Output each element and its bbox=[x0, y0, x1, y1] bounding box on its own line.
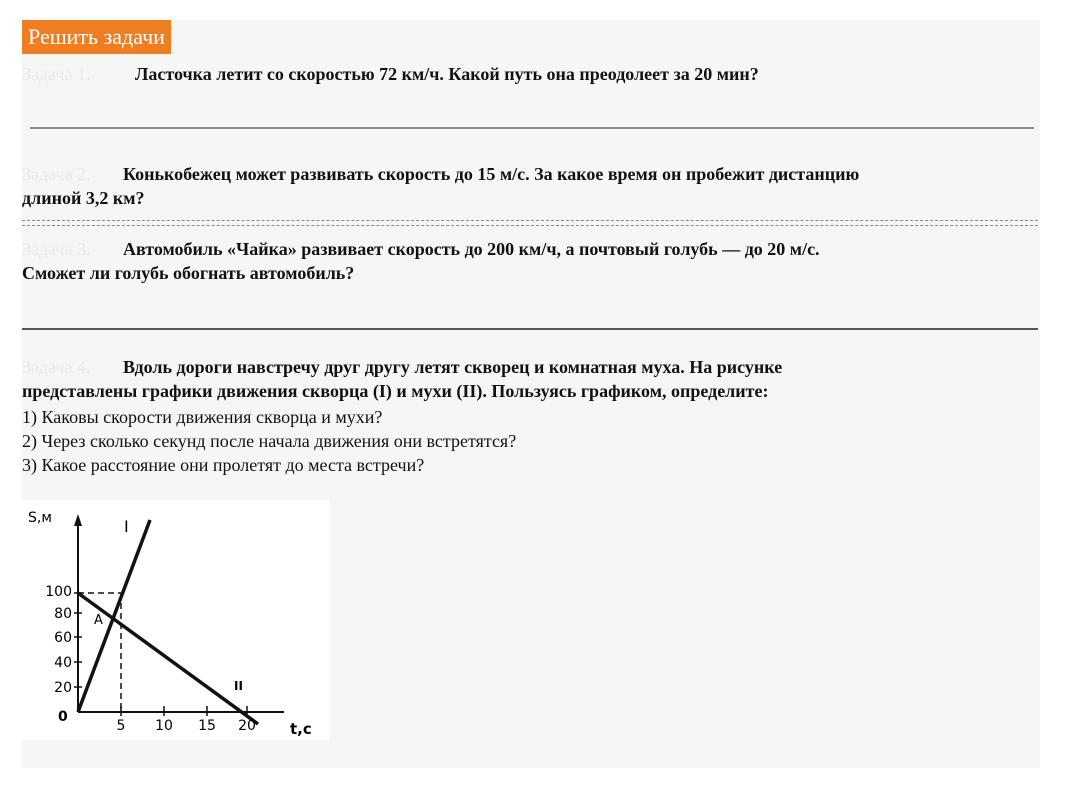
motion-graph-svg bbox=[22, 500, 330, 740]
task-4-question-3: 3) Какое расстояние они пролетят до места встречи? bbox=[22, 455, 425, 475]
task-3-label: Задача 3. bbox=[22, 239, 91, 259]
x-axis-label: t,c bbox=[290, 720, 312, 738]
x-tick-label-10: 10 bbox=[155, 718, 173, 734]
task-3-text-line1: Автомобиль «Чайка» развивает скорость до 200 км/ч, а почтовый голубь — до 20 м/с. bbox=[122, 239, 820, 259]
y-axis-arrow bbox=[74, 514, 82, 526]
y-tick-label-20: 20 bbox=[54, 680, 72, 696]
x-tick-label-20: 20 bbox=[238, 718, 256, 734]
task-2 bbox=[22, 162, 1037, 210]
task-2-label: Задача 2. bbox=[22, 164, 91, 184]
task-2-text-line2: длиной 3,2 км? bbox=[22, 188, 145, 208]
task-3-text-line2: Сможет ли голубь обогнать автомобиль? bbox=[22, 263, 355, 283]
line-ii-label: II bbox=[234, 679, 243, 693]
task-4-text-line2: представлены графики движения скворца (I) и мухи (II). Пользуясь графиком, определите: bbox=[22, 381, 769, 401]
origin-label: 0 bbox=[58, 709, 68, 725]
y-tick-label-100: 100 bbox=[45, 584, 72, 600]
x-tick-label-5: 5 bbox=[116, 718, 126, 734]
task-1-text: Ласточка летит со скоростью 72 км/ч. Какой путь она преодолеет за 20 мин? bbox=[134, 64, 759, 84]
y-tick-label-60: 60 bbox=[54, 630, 72, 646]
motion-graph bbox=[22, 500, 330, 740]
task-1 bbox=[22, 62, 759, 86]
y-tick-label-80: 80 bbox=[54, 606, 72, 622]
y-tick-label-40: 40 bbox=[54, 655, 72, 671]
line-i-label: I bbox=[124, 517, 129, 536]
divider-3 bbox=[22, 328, 1038, 330]
task-4-question-2: 2) Через сколько секунд после начала движения они встретятся? bbox=[22, 431, 517, 451]
page-header: Решить задачи bbox=[22, 20, 171, 54]
task-1-label: Задача 1. bbox=[22, 64, 91, 84]
task-3 bbox=[22, 237, 1037, 285]
task-4-text-line1: Вдоль дороги навстречу друг другу летят скворец и комнатная муха. На рисунке bbox=[122, 357, 783, 377]
y-axis-label: S,м bbox=[28, 510, 52, 526]
task-4-question-1: 1) Каковы скорости движения скворца и мухи? bbox=[22, 407, 383, 427]
divider-2a bbox=[22, 220, 1038, 221]
intersection-label: A bbox=[94, 613, 103, 628]
task-2-text-line1: Конькобежец может развивать скорость до 15 м/с. За какое время он пробежит дистанцию bbox=[122, 164, 860, 184]
line-ii-fly bbox=[78, 593, 258, 724]
divider-1 bbox=[30, 127, 1034, 129]
x-tick-label-15: 15 bbox=[198, 718, 216, 734]
divider-2b bbox=[22, 225, 1038, 226]
line-i-starling bbox=[78, 520, 150, 712]
task-4 bbox=[22, 355, 1037, 403]
task-4-label: Задача 4. bbox=[22, 357, 91, 377]
